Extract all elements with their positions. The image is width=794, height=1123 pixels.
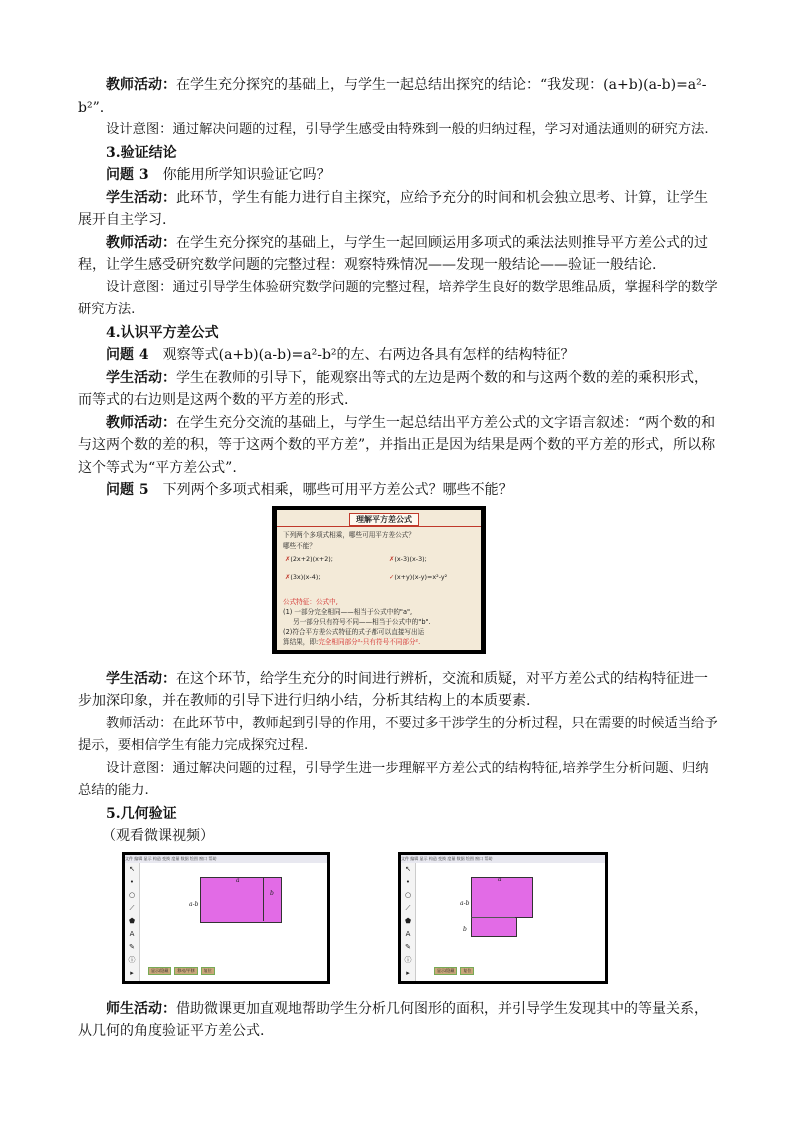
label-a-minus-b: a-b [189,900,199,908]
question-4-text: 观察等式(a+b)(a-b)=a²-b²的左、右两边各具有怎样的结构特征？ [162,347,575,363]
label-b: b [270,889,274,897]
slide-example-3-text: (3x)(x-4); [290,572,321,581]
tool-bar [125,863,140,981]
cross-mark-icon: ✗ [285,554,291,563]
arrow-tool-icon[interactable]: ↖ [129,864,135,873]
check-mark-icon: ✓ [389,572,395,581]
upper-rectangle [471,877,533,918]
section-4-heading: 4.认识平方差公式 [106,324,219,341]
teacher-activity-4b-text: 在此环节中，教师起到引导的作用，不要过多干涉学生的分析过程，只在需要的时候适当给予提示，要相信学生有能力完成探究过程. [78,715,718,753]
slide-subquestion: 哪些不能？ [283,541,316,550]
label-teacher-student-activity: 师生活动： [106,1000,176,1017]
slide-content [277,510,481,650]
label-student-activity: 学生活动： [106,670,176,687]
label-b: b [463,925,467,933]
label-a: a [498,875,502,883]
lower-rectangle [471,917,517,937]
video-note: （观看微课视频） [102,828,214,844]
polygon-tool-icon[interactable]: ⬟ [404,916,412,925]
more-tool-icon[interactable]: ▸ [130,968,134,977]
action-buttons [434,967,477,975]
drawing-canvas[interactable] [416,863,605,981]
tool-bar [401,863,416,981]
slide-feature-title: 公式特征：公式中, [283,597,338,606]
student-activity-4 [78,367,718,412]
section-5-heading: 5.几何验证 [106,805,177,822]
slide-example-3 [285,572,321,582]
line-tool-icon[interactable]: ⟋ [405,903,411,912]
teacher-student-activity-text: 借助微课更加直观地帮助学生分析几何图形的面积，并引导学生发现其中的等量关系，从几何的角度验证平方差公式. [78,1000,708,1039]
rectangle-divider [263,877,264,921]
slide-divider [277,526,481,527]
label-a-minus-b: a-b [460,899,470,907]
slide-feature-4-pre: 算结果，即: [283,637,319,646]
student-activity-3-text: 此环节，学生有能力进行自主探究，应给予充分的时间和机会独立思考、计算，让学生展开自主学习. [78,189,708,228]
menu-bar: 文件 编辑 显示 构造 变换 度量 数据 绘图 窗口 帮助 [125,855,327,863]
slide-feature-4 [283,637,479,647]
teacher-student-activity [78,998,718,1043]
text-tool-icon[interactable]: A [405,929,411,938]
pencil-tool-icon[interactable]: ✎ [129,942,135,951]
teacher-activity-3 [78,232,718,277]
screenshot-1 [122,852,330,984]
reset-button[interactable]: 复位 [201,967,215,975]
slide-feature-2: 另一部分只有符号不同——相当于公式中的"b". [293,617,431,626]
slide-frame [272,506,486,654]
slide-feature-4-red: 完全相同部分²-只有符号不同部分². [318,637,421,646]
label-teacher-activity: 教师活动： [106,234,176,251]
document-body [78,74,718,1043]
teacher-activity-text: 在学生充分探究的基础上，与学生一起总结出探究的结论：“我发现：(a+b)(a-b)=a²-b²”. [78,77,707,116]
slide-feature-1: (1) 一部分完全相同——相当于公式中的"a", [283,607,413,616]
label-student-activity: 学生活动： [106,369,176,386]
slide-example-2 [389,554,427,564]
slide-example-1 [285,554,333,564]
screenshots-row [78,852,718,992]
design-intent-3: 设计意图：通过引导学生体验研究数学问题的完整过程，培养学生良好的数学思维品质，掌握科学的数学研究方法. [78,279,718,317]
teacher-activity-3-text: 在学生充分探究的基础上，与学生一起回顾运用多项式的乘法法则推导平方差公式的过程，让学生感受研究数学问题的完整过程：观察特殊情况——发现一般结论——验证一般结论. [78,234,708,273]
question-5 [78,479,718,502]
question-4 [78,344,718,367]
design-intent-1: 设计意图：通过解决问题的过程，引导学生感受由特殊到一般的归纳过程，学习对通法通则的研究方法. [106,122,709,137]
more-tool-icon[interactable]: ▸ [406,968,410,977]
question-5-text: 下列两个多项式相乘，哪些可用平方差公式？哪些不能？ [162,482,513,498]
circle-tool-icon[interactable]: ○ [404,890,412,899]
info-tool-icon[interactable]: ⓘ [404,955,412,964]
student-activity-4b [78,668,718,713]
arrow-tool-icon[interactable]: ↖ [405,864,411,873]
question-3 [78,164,718,187]
reset-button[interactable]: 复位 [460,967,474,975]
slide-example-2-text: (x-3)(x-3); [394,554,427,563]
toggle-button[interactable]: 显示/隐藏 [434,967,457,975]
point-tool-icon[interactable]: • [129,877,135,886]
notch-edge [515,917,532,918]
slide-feature-3: (2)符合平方差公式特征的式子都可以直接写出运 [283,627,425,636]
label-student-activity: 学生活动： [106,189,176,206]
question-3-label: 问题 3 [106,167,149,183]
section-3-heading: 3.验证结论 [106,144,177,161]
text-tool-icon[interactable]: A [129,929,135,938]
label-teacher-activity: 教师活动： [106,715,173,731]
slide-question: 下列两个多项式相乘，哪些可用平方差公式？ [283,530,415,539]
menu-bar: 文件 编辑 显示 构造 变换 度量 数据 绘图 窗口 帮助 [401,855,605,863]
line-tool-icon[interactable]: ⟋ [129,903,135,912]
label-teacher-activity: 教师活动： [106,414,176,431]
student-activity-3 [78,187,718,232]
info-tool-icon[interactable]: ⓘ [128,955,136,964]
circle-tool-icon[interactable]: ○ [128,890,136,899]
question-5-label: 问题 5 [106,482,149,498]
slide-example-4-text: (x+y)(x-y)=x²-y² [394,572,448,581]
student-activity-4b-text: 在这个环节，给学生充分的时间进行辨析，交流和质疑，对平方差公式的结构特征进一步加深印象，并在教师的引导下进行归纳小结，分析其结构上的本质要素. [78,670,708,709]
teacher-activity-conclusion [78,74,718,119]
move-button[interactable]: 移动/平移 [174,967,197,975]
action-buttons [148,967,218,975]
slide-title: 理解平方差公式 [349,513,419,526]
teacher-activity-4-text: 在学生充分交流的基础上，与学生一起总结出平方差公式的文字语言叙述：“两个数的和与这两个数的差的积，等于这两个数的平方差”，并指出正是因为结果是两个数的平方差的形式，所以称这个等式为“平方差公式”. [78,414,716,476]
point-tool-icon[interactable]: • [405,877,411,886]
toggle-button[interactable]: 显示/隐藏 [148,967,171,975]
question-3-text: 你能用所学知识验证它吗？ [162,167,331,183]
label-a: a [236,876,240,884]
teacher-activity-4 [78,412,718,480]
cross-mark-icon: ✗ [285,572,291,581]
pencil-tool-icon[interactable]: ✎ [405,942,411,951]
student-activity-4-text: 学生在教师的引导下，能观察出等式的左边是两个数的和与这两个数的差的乘积形式，而等式的右边则是这两个数的平方差的形式. [78,369,708,408]
teacher-activity-4b [78,713,718,758]
slide-example-1-text: (2x+2)(x+2); [290,554,333,563]
slide-figure [78,506,718,664]
polygon-tool-icon[interactable]: ⬟ [128,916,136,925]
label-teacher-activity: 教师活动： [106,77,176,93]
screenshot-2 [398,852,608,984]
question-4-label: 问题 4 [106,347,149,363]
slide-example-4 [389,572,447,582]
design-intent-4: 设计意图：通过解决问题的过程，引导学生进一步理解平方差公式的结构特征,培养学生分析问题、归纳总结的能力. [78,760,709,798]
cross-mark-icon: ✗ [389,554,395,563]
drawing-canvas[interactable] [140,863,327,981]
slide-features [283,597,479,647]
